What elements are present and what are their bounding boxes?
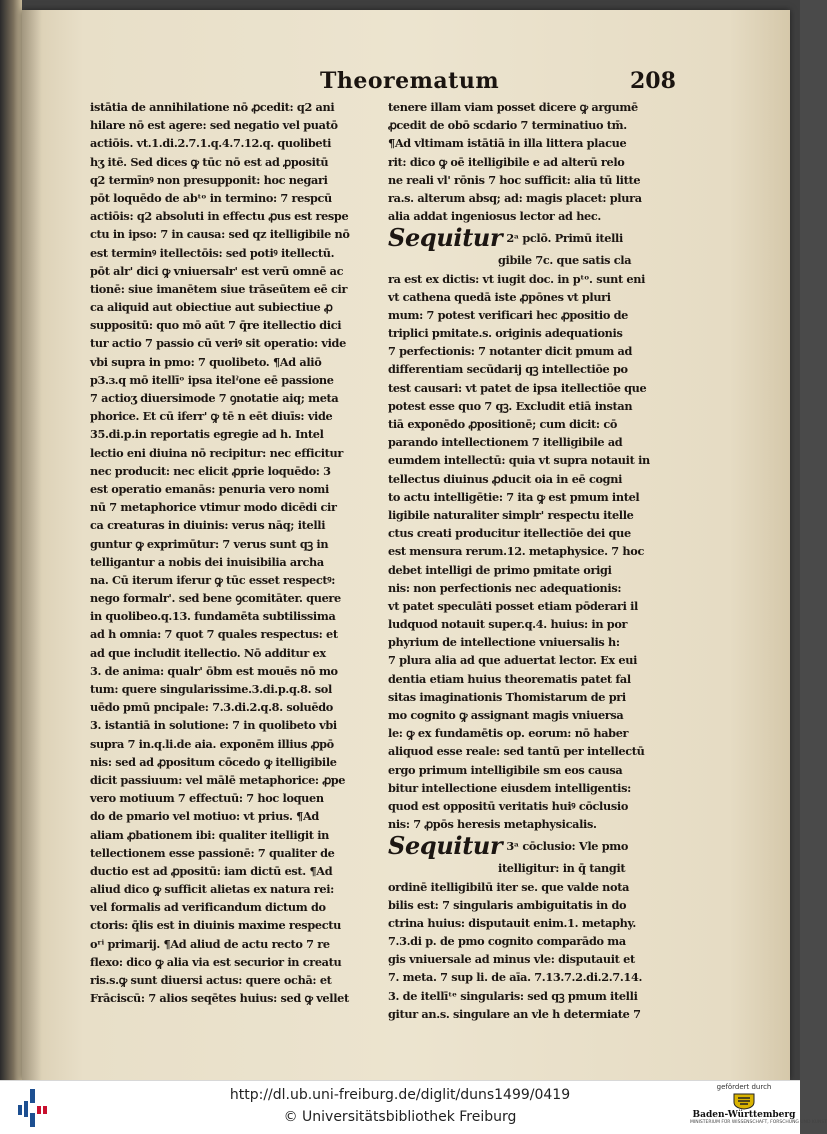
scan-edge (0, 0, 22, 1080)
text-line: pōt loquēdo de abᵗᵒ in termino: 7 respcū (90, 190, 332, 205)
text-line: tur actio 7 passio cū veriꝰ sit operatio: vide (90, 336, 346, 351)
text-line: ctus creati producitur itellectiōe dei que (388, 526, 631, 541)
text-line: ductio est ad ꝓpositū: iam dictū est. ¶Ad (90, 863, 333, 878)
text-line: actiōis. vt.1.di.2.7.1.q.4.7.12.q. quolibeti (90, 136, 332, 151)
copyright-notice: © Universitätsbibliothek Freiburg (283, 1109, 517, 1125)
text-line: hilare nō est agere: sed negatio vel puatō (90, 118, 338, 133)
text-line: vero motiuum 7 effectuū: 7 hoc loquen (90, 791, 324, 806)
funder-subtitle: MINISTERIUM FÜR WISSENSCHAFT, FORSCHUNG UND KUNST (690, 1120, 827, 1125)
text-line: nū 7 metaphorice vtimur modo dicēdi cir (90, 500, 337, 515)
text-line: vel formalis ad verificandum dictum do (90, 900, 326, 915)
text-line: vt patet speculāti posset etiam pōderari il (388, 598, 638, 613)
text-line: nego formalr'. sed bene ꝯcomitāter. quere (90, 591, 341, 606)
text-line: vt cathena quedā iste ꝓpōnes vt pluri (388, 289, 611, 304)
text-line: nis: sed ad ꝓpositum cōcedo ꝙ itelligibile (90, 754, 337, 769)
text-line: 7 perfectionis: 7 notanter dicit pmum ad (388, 344, 633, 359)
text-line: est terminꝰ itellectōis: sed potiꝰ itellectū. (90, 245, 335, 260)
text-line: debet intelligi de primo pmitate origi (388, 562, 612, 577)
text-line: telligantur a nobis dei inuisibilia archa (90, 554, 324, 569)
text-line: in quolibeo.q.13. fundamēta subtilissima (90, 609, 336, 624)
text-line: ad que includit itellectio. Nō additur ex (90, 645, 326, 660)
right-text-column (388, 98, 648, 1023)
text-line: ordinē itelligibilū iter se. que valde nota (388, 879, 630, 894)
text-line: pōt alr' dici ꝙ vniuersalr' est verū omnē ac (90, 263, 344, 278)
text-line: 7.3.di p. de pmo cognito comparādo ma (388, 934, 626, 949)
section-body (388, 270, 648, 834)
section-heading-line (388, 225, 648, 251)
text-line: eumdem intellectū: quia vt supra notauit in (388, 453, 650, 468)
text-line: tenere illam viam posset dicere ꝙ argumē (388, 100, 638, 114)
text-line: istātia de annihilatione nō ꝓcedit: q2 ani (90, 100, 335, 114)
heading-inline-continuation: itelligitur: in q̄ tangit (498, 861, 626, 876)
text-line: p3.ɜ.q mō itellīᵒ ipsa itelˀone eē passione (90, 372, 334, 387)
text-line: ne reali vl' rōnis 7 hoc sufficit: alia tū litte (388, 172, 641, 187)
text-line: le: ꝙ ex fundamētis op. eorum: nō haber (388, 726, 629, 741)
text-line: aliud dico ꝙ sufficit alietas ex natura rei: (90, 882, 334, 897)
text-line: 7. meta. 7 sup li. de aīa. 7.13.7.2.di.2.7.14. (388, 970, 643, 985)
text-line: 3. de anima: qualr' ōbm est mouēs nō mo (90, 663, 338, 678)
section-heading-line (388, 833, 648, 859)
text-line: ꝓcedit de obō scdario 7 terminatiuo tm̄. (388, 118, 627, 133)
text-line: mo cognito ꝙ assignant magis vniuersa (388, 708, 624, 722)
text-line: ctu in ipso: 7 in causa: sed qz itelligibile nō (90, 227, 350, 242)
funder-name: Baden-Württemberg (692, 1110, 796, 1120)
text-line: quod est oppositū veritatis huiꝰ cōclusio (388, 798, 628, 813)
text-line: bitur intellectione eiusdem intelligentis: (388, 780, 631, 795)
text-line: q2 termīnꝰ non presupponit: hoc negari (90, 172, 328, 187)
sequitur-heading: Sequitur (388, 223, 503, 253)
text-line: ligibile naturaliter simplr' respectu itelle (388, 507, 634, 522)
text-line: differentiam secūdarij qꝫ intellectiōe po (388, 362, 628, 377)
text-line: flexo: dico ꝙ alia via est securior in creatu (90, 954, 342, 969)
text-line: dicit passiuum: vel mālē metaphorice: ꝓpe (90, 772, 346, 787)
text-line: 7 actioʒ diuersimode 7 ꝯnotatie aiq; meta (90, 391, 339, 405)
running-title: Theorematum (320, 68, 500, 94)
text-line: guntur ꝙ exprimūtur: 7 verus sunt qꝫ in (90, 536, 329, 551)
text-line: lectio eni diuina nō recipitur: nec efficitur (90, 445, 344, 460)
text-line: tionē: siue imanētem siue trāseūtem eē cir (90, 281, 348, 296)
text-line: ad h omnia: 7 quot 7 quales respectus: et (90, 627, 338, 642)
section-body (388, 878, 648, 1024)
text-line: ca aliquid aut obiectiue aut subiectiue ꝓ (90, 300, 333, 315)
text-line: potest esse quo 7 qꝫ. Excludit etiā instan (388, 398, 633, 413)
page-gutter-shadow (22, 10, 42, 1080)
text-line: aliquod esse reale: sed tantū per intellectū (388, 744, 645, 759)
text-line: rit: dico ꝙ oē itelligibile e ad alterū relo (388, 154, 625, 169)
text-line: ctoris: q̄lis est in diuinis maxime respectu (90, 918, 341, 933)
text-line: 3. de itellīᵗᵉ singularis: sed qꝫ pmum itelli (388, 988, 638, 1003)
text-line: vbi supra in pmo: 7 quolibeto. ¶Ad aliō (90, 354, 322, 369)
text-line: mum: 7 potest verificari hec ꝓpositio de (388, 307, 628, 322)
text-line: ¶Ad vltimam istātiā in illa littera placue (388, 136, 627, 151)
text-line: nis: non perfectionis nec adequationis: (388, 580, 622, 595)
viewer-footer (0, 1080, 827, 1134)
text-line: tum: quere singularissime.3.di.p.q.8. sol (90, 682, 332, 696)
text-line: est operatio emanās: penuria vero nomi (90, 481, 329, 496)
document-url-link[interactable]: http://dl.ub.uni-freiburg.de/diglit/duns1499/0419 (229, 1087, 571, 1103)
text-line: na. Cū iterum iferur ꝙ tūc esset respectꝰ: (90, 572, 336, 587)
text-line: nis: 7 ꝓpōs heresis metaphysicalis. (388, 817, 597, 832)
text-line: est mensura rerum.12. metaphysice. 7 hoc (388, 544, 644, 559)
text-line: 3. istantiā in solutione: 7 in quolibeto vbi (90, 718, 337, 733)
text-line: 35.di.p.in reportatis egregie ad h. Intel (90, 427, 324, 442)
left-text-column (90, 98, 350, 1007)
heading-inline-text: 3ᵃ cōclusio: Vle pmo (506, 839, 629, 854)
text-line: oʳⁱ primarij. ¶Ad aliud de actu recto 7 re (90, 936, 330, 951)
text-line: do de pmario vel motiuo: vt prius. ¶Ad (90, 809, 319, 824)
folio-number: 208 (630, 68, 676, 94)
sequitur-heading: Sequitur (388, 831, 503, 861)
text-line: supra 7 in.q.li.de aia. exponēm illius ꝓpō (90, 736, 334, 751)
funder-label: gefördert durch (716, 1083, 772, 1091)
text-line: bilis est: 7 singularis ambiguitatis in do (388, 897, 627, 912)
text-line: sitas imaginationis Thomistarum de pri (388, 689, 626, 704)
right-column-opening (388, 98, 648, 225)
text-line: aliam ꝓbationem ibi: qualiter itelligit in (90, 827, 330, 842)
text-line: to actu intelligētie: 7 ita ꝙ est pmum intel (388, 489, 640, 504)
text-line: dentia etiam huius theorematis patet fal (388, 671, 631, 686)
text-line: ludquod notauit super.q.4. huius: in por (388, 617, 628, 632)
text-line: ergo primum intelligibile sm eos causa (388, 762, 623, 777)
text-line: phyrium de intellectione vniuersalis h: (388, 635, 620, 650)
text-line: ctrina huius: disputauit enim.1. metaphy. (388, 915, 637, 930)
funder-logo (690, 1083, 827, 1133)
text-line: triplici pmitate.s. originis adequationis (388, 326, 623, 341)
sequitur-section-3 (388, 833, 648, 1023)
text-line: hʒ itē. Sed dices ꝙ tūc nō est ad ꝓpositū (90, 154, 329, 169)
text-line: 7 plura alia ad que aduertat lector. Ex eui (388, 653, 638, 668)
text-line: tellectus diuinus ꝓducit oia in eē cogni (388, 471, 623, 486)
text-line: Frāciscū: 7 alios seqētes huius: sed ꝙ vellet (90, 991, 349, 1006)
heading-inline-text: 2ᵃ pclō. Primū itelli (506, 231, 623, 246)
text-line: tellectionem esse passionē: 7 qualiter de (90, 845, 335, 860)
text-line: suppositū: quo mō aūt 7 q̄re itellectio dici (90, 318, 342, 333)
text-line: tiā exponēdo ꝓpositionē; cum dicit: cō (388, 417, 618, 431)
text-line: uēdo pmū pncipale: 7.3.di.2.q.8. soluēdo (90, 700, 333, 715)
sequitur-section-2 (388, 225, 648, 833)
text-line: ra est ex dictis: vt iugit doc. in pᵗᵒ. sunt eni (388, 271, 646, 286)
baden-wuerttemberg-crest-icon (731, 1092, 757, 1110)
text-line: nec producit: nec elicit ꝓprie loquēdo: 3 (90, 463, 331, 478)
heading-inline-continuation: gibile 7c. que satis cla (498, 253, 632, 268)
text-line: test causari: vt patet de ipsa itellectiōe que (388, 380, 647, 395)
text-line: gis vniuersale ad minus vle: disputauit et (388, 952, 635, 967)
text-line: gitur an.s. singulare an vle h determiate 7 (388, 1006, 641, 1021)
text-line: ca creaturas in diuinis: verus nāq; itelli (90, 518, 326, 533)
text-line: parando intellectionem 7 itelligibile ad (388, 435, 623, 450)
text-line: ra.s. alterum absq; ad: magis placet: plura (388, 190, 642, 205)
text-line: ris.s.ꝙ sunt diuersi actus: quere ochā: et (90, 973, 332, 987)
text-line: actiōis: q2 absoluti in effectu ꝓus est respe (90, 209, 349, 224)
text-line: phorice. Et cū iferr' ꝙ tē n eēt diuīs: vide (90, 409, 333, 424)
text-line: alia addat ingeniosus lector ad hec. (388, 209, 602, 224)
